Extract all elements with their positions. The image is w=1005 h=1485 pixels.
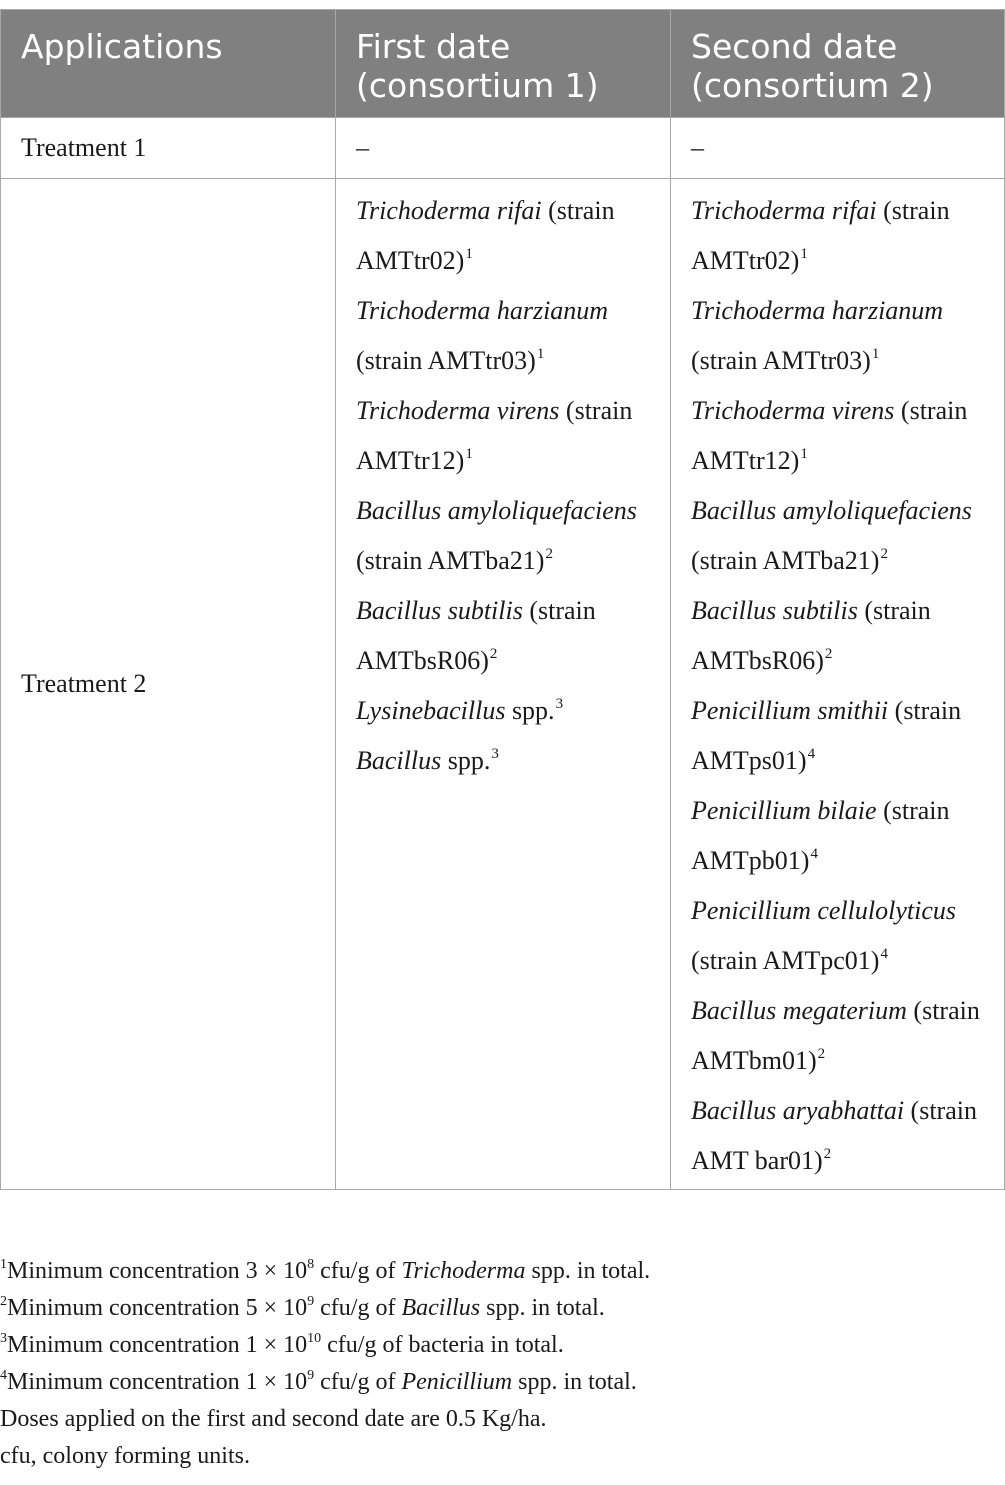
organism-entry xyxy=(691,886,984,986)
organism-strain: (strain AMTbsR06) xyxy=(356,596,596,675)
organism-name: Bacillus amyloliquefaciens xyxy=(356,496,637,525)
header-applications: Applications xyxy=(1,10,336,118)
treatment-2-first-date-cell xyxy=(336,179,671,1190)
footnote-text: Minimum concentration 1 × 10 xyxy=(7,1369,308,1395)
row-label-treatment-2: Treatment 2 xyxy=(1,179,336,1190)
footnote-ref: 3 xyxy=(491,746,499,762)
footnote-text: spp. in total. xyxy=(525,1258,651,1284)
organism-entry xyxy=(691,686,984,786)
header-first-date: First date (consortium 1) xyxy=(336,10,671,118)
organism-entry xyxy=(356,486,650,586)
organism-name: Bacillus aryabhattai xyxy=(691,1096,905,1125)
exponent: 10 xyxy=(307,1331,322,1346)
organism-strain: (strain AMTps01) xyxy=(691,696,962,775)
footnote-ref: 2 xyxy=(824,646,833,662)
footnote-ref: 2 xyxy=(817,1046,826,1062)
organism-name: Trichoderma rifai xyxy=(356,196,542,225)
organism-entry xyxy=(691,1086,984,1186)
organism-entry xyxy=(356,286,650,386)
footnote-ref: 2 xyxy=(489,646,498,662)
footnote-text: spp. in total. xyxy=(480,1295,605,1321)
row-label-treatment-1: Treatment 1 xyxy=(1,118,336,179)
organism-strain: (strain AMTpc01) xyxy=(691,946,880,975)
footnote-text: cfu/g of xyxy=(314,1258,402,1284)
footnote-line xyxy=(0,1327,1005,1364)
treatment-1-first-date-cell: – xyxy=(336,118,671,179)
table-row-treatment-2 xyxy=(1,179,1005,1190)
footnote-ref: 4 xyxy=(810,846,818,862)
organism-entry xyxy=(691,386,984,486)
organism-strain: (strain AMTtr02) xyxy=(691,196,950,275)
organism-name: Trichoderma virens xyxy=(691,396,895,425)
footnote-line xyxy=(0,1290,1005,1327)
footnote-ref: 4 xyxy=(807,746,816,762)
header-second-date: Second date (consortium 2) xyxy=(671,10,1005,118)
footnote-text: cfu/g of bacteria in total. xyxy=(321,1332,564,1358)
organism-entry xyxy=(691,286,984,386)
organism-strain: spp. xyxy=(441,746,491,775)
organism-entry xyxy=(356,386,650,486)
footnote-ref: 1 xyxy=(871,346,880,362)
organism-strain: (strain AMTtr03) xyxy=(691,346,871,375)
organism-entry xyxy=(356,586,650,686)
footnote-mark: 4 xyxy=(0,1368,7,1383)
table-row-treatment-1 xyxy=(1,118,1005,179)
footnote-ref: 1 xyxy=(465,446,473,462)
organism-entry xyxy=(691,986,984,1086)
footnote-mark: 2 xyxy=(0,1294,7,1309)
exponent: 9 xyxy=(307,1294,315,1309)
organism-strain: (strain AMTbsR06) xyxy=(691,596,931,675)
footnote-text: Minimum concentration 1 × 10 xyxy=(7,1332,308,1358)
footnote-ref: 2 xyxy=(545,546,553,562)
treatment-1-second-date-cell: – xyxy=(671,118,1005,179)
footnote-text: cfu/g of xyxy=(314,1369,402,1395)
organism-strain: (strain AMTtr12) xyxy=(356,396,633,475)
footnote-text: Minimum concentration 3 × 10 xyxy=(7,1258,308,1284)
footnote-text: Doses applied on the first and second date are 0.5 Kg/ha. xyxy=(0,1406,547,1432)
footnote-ref: 2 xyxy=(823,1146,832,1162)
organism-strain: (strain AMTba21) xyxy=(356,546,545,575)
organism-name: Lysinebacillus xyxy=(356,696,506,725)
consortium-table xyxy=(0,9,1005,1190)
organism-name: Trichoderma harzianum xyxy=(691,296,944,325)
footnote-line xyxy=(0,1364,1005,1401)
organism-name: Bacillus amyloliquefaciens xyxy=(691,496,972,525)
footnote-ref: 1 xyxy=(800,446,808,462)
organism-strain: (strain AMTpb01) xyxy=(691,796,950,875)
footnote-text: Trichoderma xyxy=(401,1258,526,1284)
organism-name: Trichoderma harzianum xyxy=(356,296,609,325)
exponent: 9 xyxy=(307,1368,315,1383)
treatment-2-second-date-cell xyxy=(671,179,1005,1190)
organism-strain: spp. xyxy=(505,696,555,725)
organism-strain: (strain AMT bar01) xyxy=(691,1096,977,1175)
organism-name: Bacillus megaterium xyxy=(691,996,907,1025)
footnote-mark: 3 xyxy=(0,1331,7,1346)
organism-name: Penicillium bilaie xyxy=(691,796,877,825)
organism-name: Bacillus subtilis xyxy=(691,596,858,625)
footnote-mark: 1 xyxy=(0,1257,7,1272)
footnote-text: cfu/g of xyxy=(314,1295,402,1321)
header-row xyxy=(1,10,1005,118)
exponent: 8 xyxy=(307,1257,315,1272)
organism-name: Trichoderma virens xyxy=(356,396,560,425)
organism-entry xyxy=(691,586,984,686)
footnote-ref: 1 xyxy=(800,246,808,262)
organism-name: Penicillium smithii xyxy=(691,696,889,725)
organism-strain: (strain AMTba21) xyxy=(691,546,880,575)
organism-entry xyxy=(356,186,650,286)
footnote-text: Penicillium xyxy=(401,1369,513,1395)
organism-strain: (strain AMTtr02) xyxy=(356,196,615,275)
footnote-line xyxy=(0,1438,1005,1475)
footnote-line xyxy=(0,1401,1005,1438)
table-footnotes xyxy=(0,1253,1005,1475)
organism-entry xyxy=(356,686,650,736)
organism-strain: (strain AMTbm01) xyxy=(691,996,980,1075)
organism-entry xyxy=(356,736,650,786)
organism-name: Bacillus xyxy=(356,746,442,775)
footnote-ref: 3 xyxy=(555,696,564,712)
footnote-line xyxy=(0,1253,1005,1290)
footnote-text: spp. in total. xyxy=(512,1369,637,1395)
organism-strain: (strain AMTtr03) xyxy=(356,346,536,375)
footnote-text: Minimum concentration 5 × 10 xyxy=(7,1295,308,1321)
organism-name: Penicillium cellulolyticus xyxy=(691,896,956,925)
organism-name: Bacillus subtilis xyxy=(356,596,523,625)
organism-entry xyxy=(691,786,984,886)
organism-name: Trichoderma rifai xyxy=(691,196,877,225)
organism-strain: (strain AMTtr12) xyxy=(691,396,968,475)
footnote-text: cfu, colony forming units. xyxy=(0,1443,250,1469)
footnote-ref: 1 xyxy=(536,346,545,362)
footnote-ref: 4 xyxy=(880,946,888,962)
footnote-ref: 1 xyxy=(465,246,473,262)
organism-entry xyxy=(691,186,984,286)
organism-entry xyxy=(691,486,984,586)
footnote-ref: 2 xyxy=(880,546,888,562)
footnote-text: Bacillus xyxy=(401,1295,481,1321)
